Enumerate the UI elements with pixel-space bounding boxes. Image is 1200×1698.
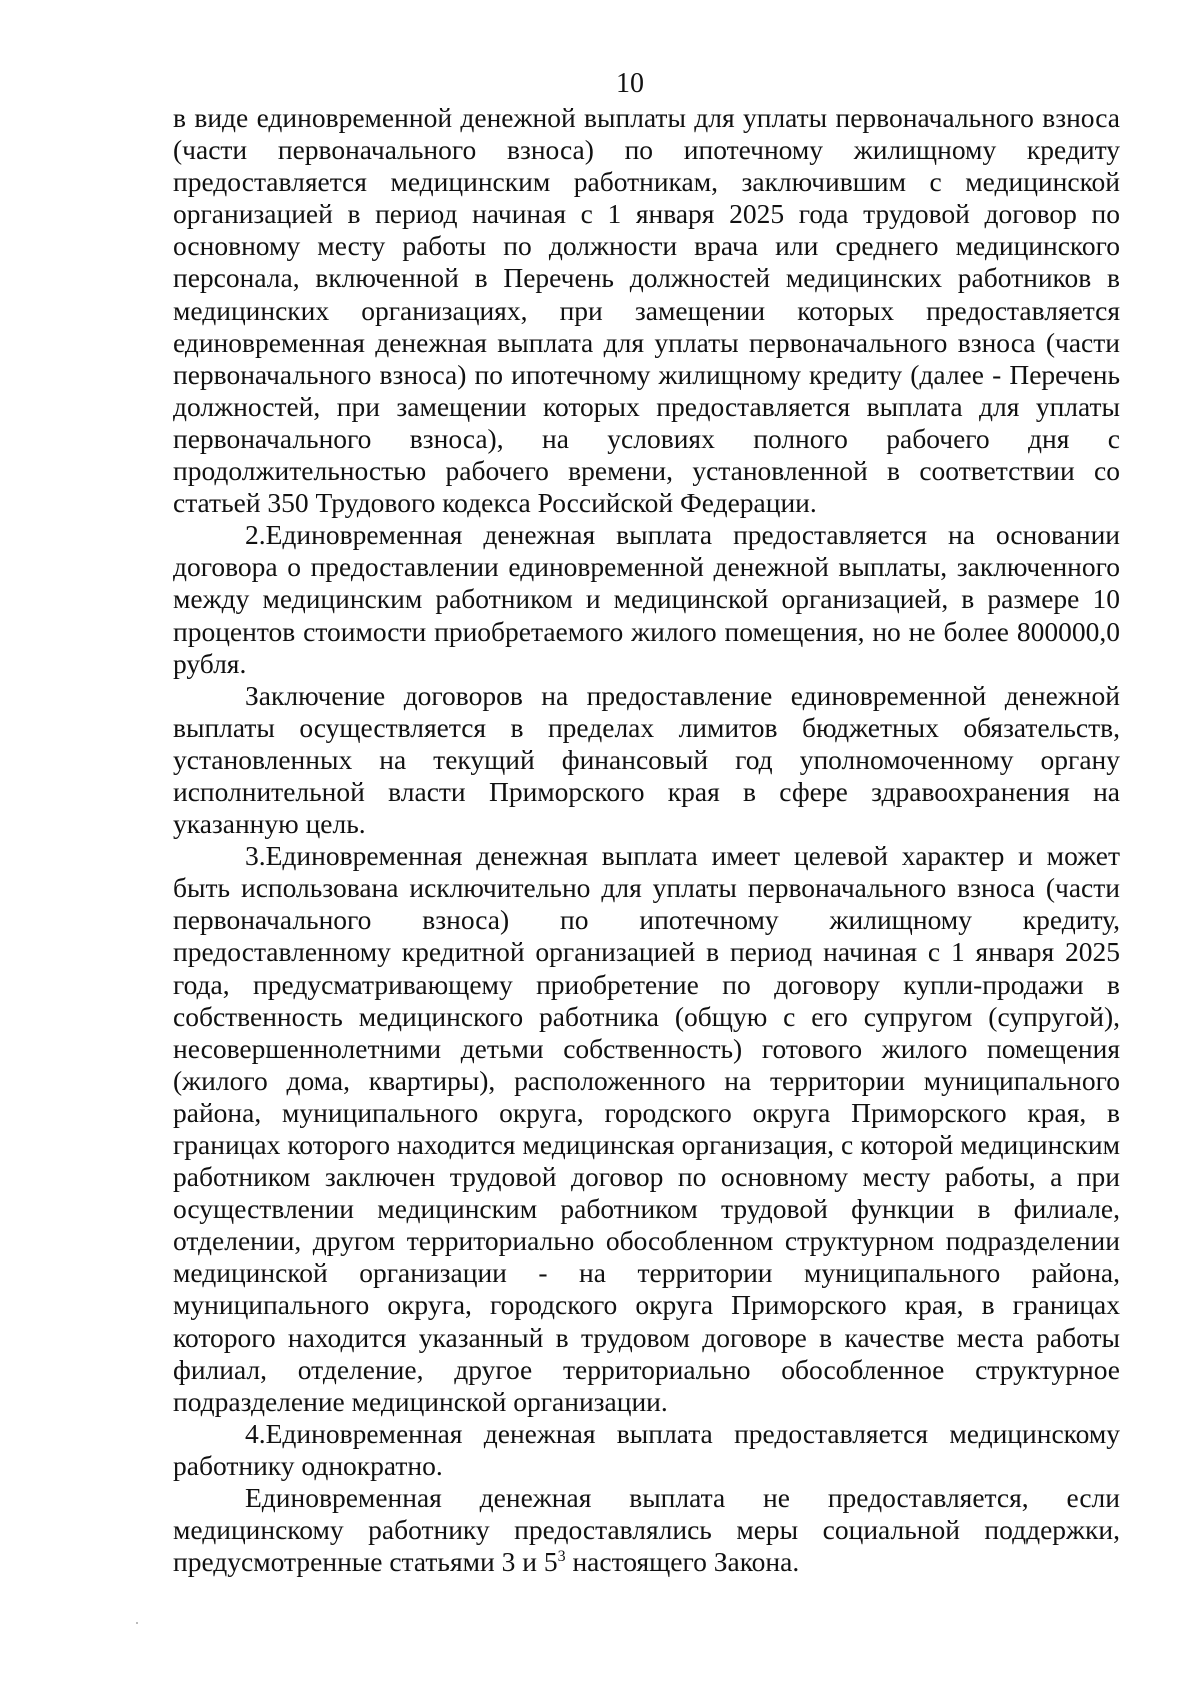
article-superscript: 3 xyxy=(557,1548,566,1566)
paragraph-continuation: в виде единовременной денежной выплаты для уплаты первоначального взноса (части первоначального взноса) по ипотечному жилищному кредиту предоставляется медицинским работникам, заключившим с медицинской организацией в период начиная с 1 января 2025 года трудовой договор по основному месту работы по должности врача или среднего медицинского персонала, включенной в Перечень должностей медицинских работников в медицинских организациях, при замещении которых предоставляется единовременная денежная выплата для уплаты первоначального взноса (части первоначального взноса) по ипотечному жилищному кредиту (далее - Перечень должностей, при замещении которых предоставляется выплата для уплаты первоначального взноса), на условиях полного рабочего дня с продолжительностью рабочего времени, установленной в соответствии со статьей 350 Трудового кодекса Российской Федерации. xyxy=(173,102,1120,519)
paragraph-exclusion xyxy=(173,1482,1120,1578)
paragraph-clause-3: 3.Единовременная денежная выплата имеет целевой характер и может быть использована исключительно для уплаты первоначального взноса (части первоначального взноса) по ипотечному жилищному кредиту, предоставленному кредитной организацией в период начиная с 1 января 2025 года, предусматривающему приобретение по договору купли-продажи в собственность медицинского работника (общую с его супругом (супругой), несовершеннолетними детьми собственность) готового жилого помещения (жилого дома, квартиры), расположенного на территории муниципального района, муниципального округа, городского округа Приморского края, в границах которого находится медицинская организация, с которой медицинским работником заключен трудовой договор по основному месту работы, а при осуществлении медицинским работником трудовой функции в филиале, отделении, другом территориально обособленном структурном подразделении медицинской организации - на территории муниципального района, муниципального округа, городского округа Приморского края, в границах которого находится указанный в трудовом договоре в качестве места работы филиал, отделение, другое территориально обособленное структурное подразделение медицинской организации. xyxy=(173,840,1120,1417)
paragraph-exclusion-text: Единовременная денежная выплата не предоставляется, если медицинскому работнику предоставлялись меры социальной поддержки, предусмотренные статьями 3 и 5 xyxy=(173,1482,1120,1578)
page-number: 10 xyxy=(616,68,644,99)
paragraph-clause-4: 4.Единовременная денежная выплата предоставляется медицинскому работнику однократно. xyxy=(173,1417,1120,1481)
scan-artifact-dot xyxy=(136,1622,138,1624)
document-body xyxy=(173,102,1120,1578)
paragraph-clause-2: 2.Единовременная денежная выплата предоставляется на основании договора о предоставлении единовременной денежной выплаты, заключенного между медицинским работником и медицинской организацией, в размере 10 процентов стоимости приобретаемого жилого помещения, но не более 800000,0 рубля. xyxy=(173,519,1120,679)
paragraph-exclusion-tail: настоящего Закона. xyxy=(565,1546,800,1578)
paragraph-contracts: Заключение договоров на предоставление единовременной денежной выплаты осуществляется в пределах лимитов бюджетных обязательств, установленных на текущий финансовый год уполномоченному органу исполнительной власти Приморского края в сфере здравоохранения на указанную цель. xyxy=(173,679,1120,840)
